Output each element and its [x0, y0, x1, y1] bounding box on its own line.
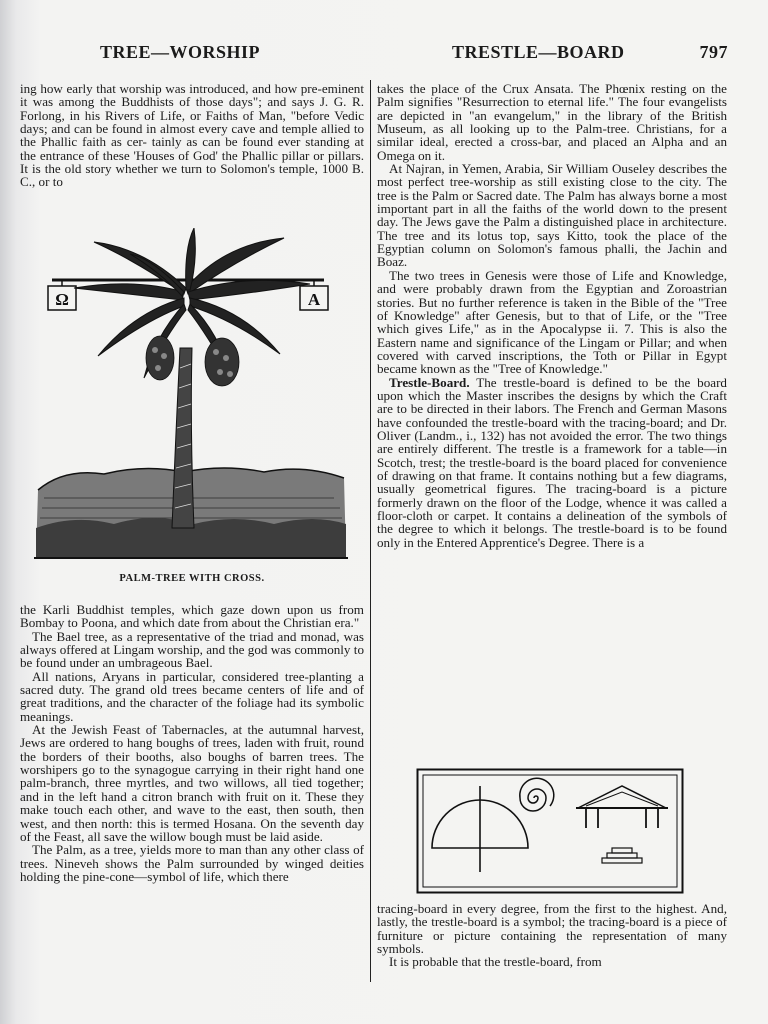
entry-body: The trestle-board is defined to be the board upon which the Master inscribes the designs by which the Craft are to be directed in their labors. The French and German Masons have confounded the trestle-board with the tracing-board; and Dr. Oliver (Landm., i., 132) has not avoided the error. The two things are entirely different. The trestle is a framework for a table—in Scotch, trest; the trestle-board is the board placed for convenience of drawing on that frame. It contains nothing but a few diagrams, usually geometrical figures. The tracing-board is a picture formerly drawn on the floor of the Lodge, whence it was called a floor-cloth or carpet. It contains a delineation of the symbols of the degree to which it belongs. The trestle-board is to be found only in the Entered Apprentice's Degree. There is a	[377, 374, 727, 550]
trestle-board-entry	[377, 376, 727, 549]
paragraph: At Najran, in Yemen, Arabia, Sir William Ouseley describes the most perfect tree-worship as still existing close to the city. The tree is the Palm or Sacred date. The Palm has always borne a most important part in all the faiths of the world down to the present day. The Jews gave the Palm a distinguished place in architecture. The tree and its lotus top, says Kitto, took the place of the Egyptian column on Solomon's famous phalli, the Jachin and Boaz.	[377, 161, 727, 270]
paragraph: tracing-board in every degree, from the first to the highest. And, lastly, the trestle-board is a symbol; the tracing-board is a piece of furniture or picture containing the representation of many symbols.	[377, 901, 727, 957]
right-column-bottom	[377, 902, 727, 969]
paragraph: The two trees in Genesis were those of Life and Knowledge, and were probably drawn from the Egyptian and Zoroastrian stories. But no further reference is taken in the Bible of the "Tree of Knowledge" after Genesis, but to that of Life, or the "Tree which gives Life," as in the Apocalypse ii. 7. This is also the Eastern name and significance of the Lingam or Pillar; and when covered with carved inscriptions, the Toth or Pillar in Egypt became known as the "Tree of Knowledge."	[377, 267, 727, 377]
column-divider	[370, 80, 371, 982]
omega-symbol: Ω	[55, 290, 69, 309]
right-column-top	[377, 82, 727, 549]
page-number: 797	[699, 42, 728, 62]
header-center-title: TRESTLE—BOARD	[452, 42, 625, 62]
paragraph: All nations, Aryans in particular, considered tree-planting a sacred duty. The grand old trees became centers of life and of great traditions, and the character of the foliage had its symbolic meanings.	[20, 668, 364, 724]
paragraph: It is probable that the trestle-board, from	[389, 954, 602, 970]
header-left-title: TREE—WORSHIP	[100, 42, 261, 62]
left-column-top	[20, 82, 364, 189]
paragraph: The Bael tree, as a representative of the triad and monad, was always offered at Lingam worship, and the god was commonly to be found under an umbrageous Bael.	[20, 628, 364, 671]
figure-caption: PALM-TREE WITH CROSS.	[119, 573, 265, 584]
entry-heading: Trestle-Board.	[389, 374, 470, 390]
left-top-paragraph: ing how early that worship was introduced, and how pre-eminent it was among the Buddhists of those days"; and says J. G. R. Forlong, in his Rivers of Life, or Faiths of Man, "before Vedic days; and can be found in almost every cave and temple allied to the Phallic faith as cer- tainly as can be found ever standing at the entrance of these 'Houses of God' the Phallic pillar or pillars. It is the old story whether we turn to Solomon's temple, 1000 B. C., or to	[20, 81, 365, 190]
paragraph: At the Jewish Feast of Tabernacles, at the autumnal harvest, Jews are ordered to hang boughs of trees, laden with fruit, round the borders of their booths, also boughs of barren trees. The worshipers go to the synagogue carrying in their right hand one palm-branch, three myrtles, and two willows, all tied together; and in the left hand a citron branch with fruit on it. These they make touch each other, and wave to the east, then south, then west, and then north: this is termed Hosana. On the seventh day of the Feast, all save the willow bough must be laid aside.	[20, 722, 364, 844]
palm-tree-illustration	[34, 228, 348, 570]
trestle-board-diagram	[416, 768, 684, 894]
left-column-bottom	[20, 603, 364, 883]
running-header	[100, 42, 728, 68]
paragraph: takes the place of the Crux Ansata. The Phœnix resting on the Palm signifies "Resurrection to eternal life." The four evangelists are depicted in "an evangelum," in the library of the British Museum, as all looking up to the Palm-tree. Christians, for a similar ideal, erected a cross-bar, and placed an Alpha and an Omega on it.	[377, 81, 727, 163]
alpha-symbol: A	[307, 290, 321, 309]
paragraph: the Karli Buddhist temples, which gaze down upon us from Bombay to Poona, and which date from about the Christian era."	[20, 602, 364, 631]
paragraph: The Palm, as a tree, yields more to man than any other class of trees. Nineveh shows the Palm surrounded by winged deities holding the pine-cone—symbol of life, which there	[20, 842, 364, 884]
